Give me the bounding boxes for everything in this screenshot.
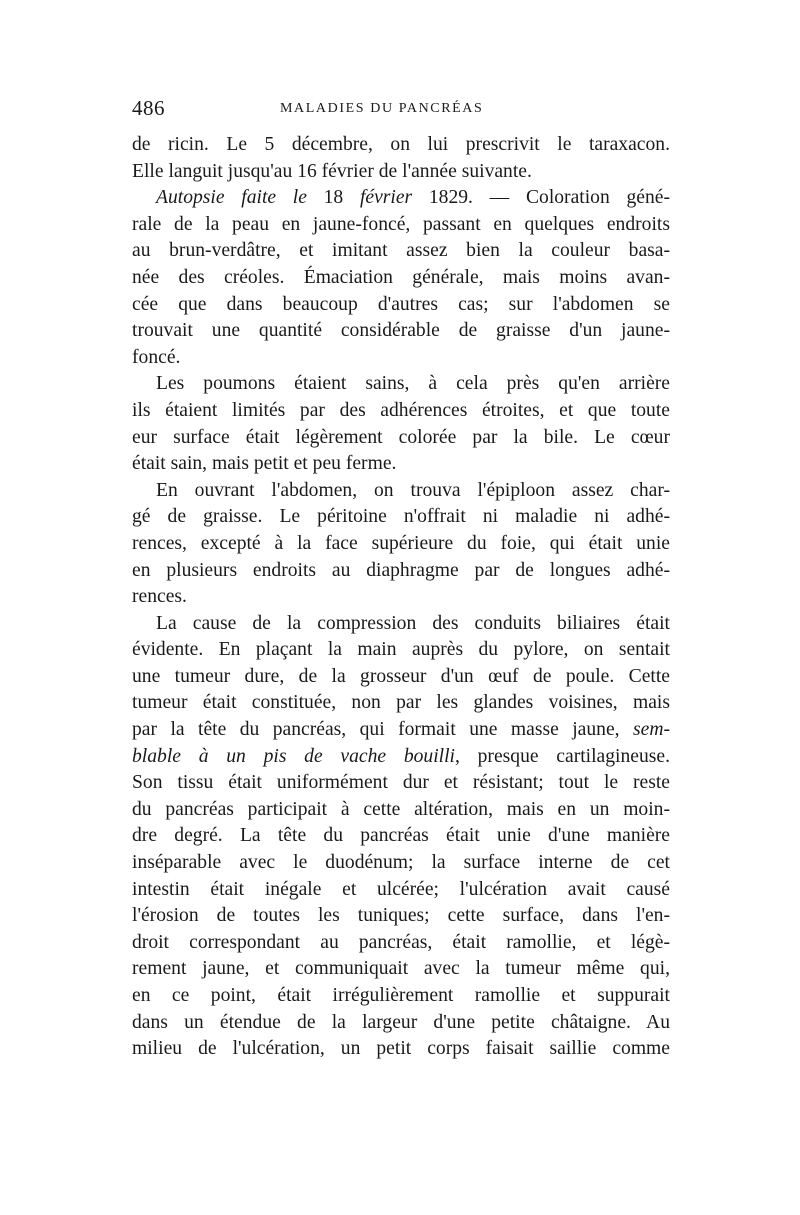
line-text: 18 (306, 187, 360, 209)
running-head (132, 96, 670, 126)
text-line (132, 637, 670, 664)
line-text: rement jaune, et communiquait avec la tumeur même qui, (132, 958, 670, 980)
line-text: trouvait une quantité considérable de graisse d'un jaune- (132, 320, 670, 342)
page-number: 486 (132, 96, 165, 120)
line-text: du pancréas participait à cette altération, mais en un moin- (132, 798, 670, 820)
line-text: de ricin. Le 5 décembre, on lui prescrivit le taraxacon. (132, 134, 670, 155)
text-line (132, 558, 670, 585)
text-line (132, 212, 670, 239)
line-text: droit correspondant au pancréas, était ramollie, et légè- (132, 931, 670, 953)
text-line (132, 930, 670, 957)
line-text: ils étaient limités par des adhérences étroites, et que toute (132, 399, 670, 421)
text-line (132, 1010, 670, 1037)
text-line (132, 504, 670, 531)
line-text: 1829. — Coloration géné- (412, 187, 670, 209)
text-line (132, 451, 670, 478)
italic-text: sem- (633, 719, 670, 741)
line-text: née des créoles. Émaciation générale, mais moins avan- (132, 266, 670, 288)
text-line (132, 690, 670, 717)
text-line (132, 717, 670, 744)
line-text: gé de graisse. Le péritoine n'offrait ni maladie ni adhé- (132, 506, 670, 528)
text-line (132, 664, 670, 691)
italic-text: février (359, 187, 413, 209)
line-text: dre degré. La tête du pancréas était unie d'une manière (132, 825, 670, 847)
body-text (132, 132, 670, 1063)
line-text: évidente. En plaçant la main auprès du pylore, on sentait (132, 639, 670, 661)
line-text: Les poumons étaient sains, à cela près qu'en arrière (156, 373, 670, 395)
line-text: en ce point, était irrégulièrement ramollie et suppurait (132, 985, 670, 1006)
line-text: En ouvrant l'abdomen, on trouva l'épiploon assez char- (156, 479, 670, 501)
line-text: rale de la peau en jaune-foncé, passant en quelques endroits (132, 213, 670, 235)
text-line (132, 398, 670, 425)
text-line (132, 159, 670, 186)
text-line (132, 531, 670, 558)
text-line (132, 185, 670, 212)
text-line (132, 345, 670, 372)
text-line (132, 956, 670, 983)
text-line (132, 265, 670, 292)
text-line (132, 1036, 670, 1063)
text-line (132, 877, 670, 904)
line-text: foncé. (132, 346, 181, 368)
text-line (132, 238, 670, 265)
line-text: Son tissu était uniformément dur et résistant; tout le reste (132, 772, 670, 794)
line-text: Elle languit jusqu'au 16 février de l'année suivante. (132, 160, 532, 182)
text-line (132, 823, 670, 850)
running-title: MALADIES DU PANCRÉAS (280, 101, 484, 116)
line-text: dans un étendue de la largeur d'une petite châtaigne. Au (132, 1011, 670, 1033)
line-text: La cause de la compression des conduits biliaires était (156, 612, 670, 634)
italic-text: blable à un pis de vache bouilli (132, 745, 455, 767)
line-text: une tumeur dure, de la grosseur d'un œuf de poule. Cette (132, 665, 670, 687)
line-text: inséparable avec le duodénum; la surface interne de cet (132, 852, 670, 874)
line-text: rences, excepté à la face supérieure du foie, qui était unie (132, 532, 670, 554)
text-line (132, 744, 670, 771)
text-line (132, 770, 670, 797)
text-line (132, 292, 670, 319)
text-line (132, 371, 670, 398)
line-text: cée que dans beaucoup d'autres cas; sur l'abdomen se (132, 293, 670, 315)
line-text: tumeur était constituée, non par les glandes voisines, mais (132, 692, 670, 714)
line-text: l'érosion de toutes les tuniques; cette surface, dans l'en- (132, 905, 670, 927)
line-text: intestin était inégale et ulcérée; l'ulcération avait causé (132, 878, 670, 900)
line-text: rences. (132, 586, 187, 608)
line-text: au brun-verdâtre, et imitant assez bien la couleur basa- (132, 240, 670, 262)
line-text: par la tête du pancréas, qui formait une masse jaune, (132, 719, 633, 741)
text-line (132, 425, 670, 452)
text-line (132, 584, 670, 611)
line-text: était sain, mais petit et peu ferme. (132, 453, 397, 475)
text-line (132, 611, 670, 638)
text-line (132, 983, 670, 1010)
text-line (132, 850, 670, 877)
line-text: eur surface était légèrement colorée par la bile. Le cœur (132, 426, 670, 448)
italic-text: Autopsie faite le (156, 187, 307, 209)
line-text: , presque cartilagineuse. (455, 745, 670, 767)
text-line (132, 797, 670, 824)
text-line (132, 903, 670, 930)
text-line (132, 132, 670, 159)
line-text: en plusieurs endroits au diaphragme par de longues adhé- (132, 559, 670, 581)
text-line (132, 318, 670, 345)
line-text: milieu de l'ulcération, un petit corps faisait saillie comme (132, 1038, 670, 1060)
text-line (132, 478, 670, 505)
